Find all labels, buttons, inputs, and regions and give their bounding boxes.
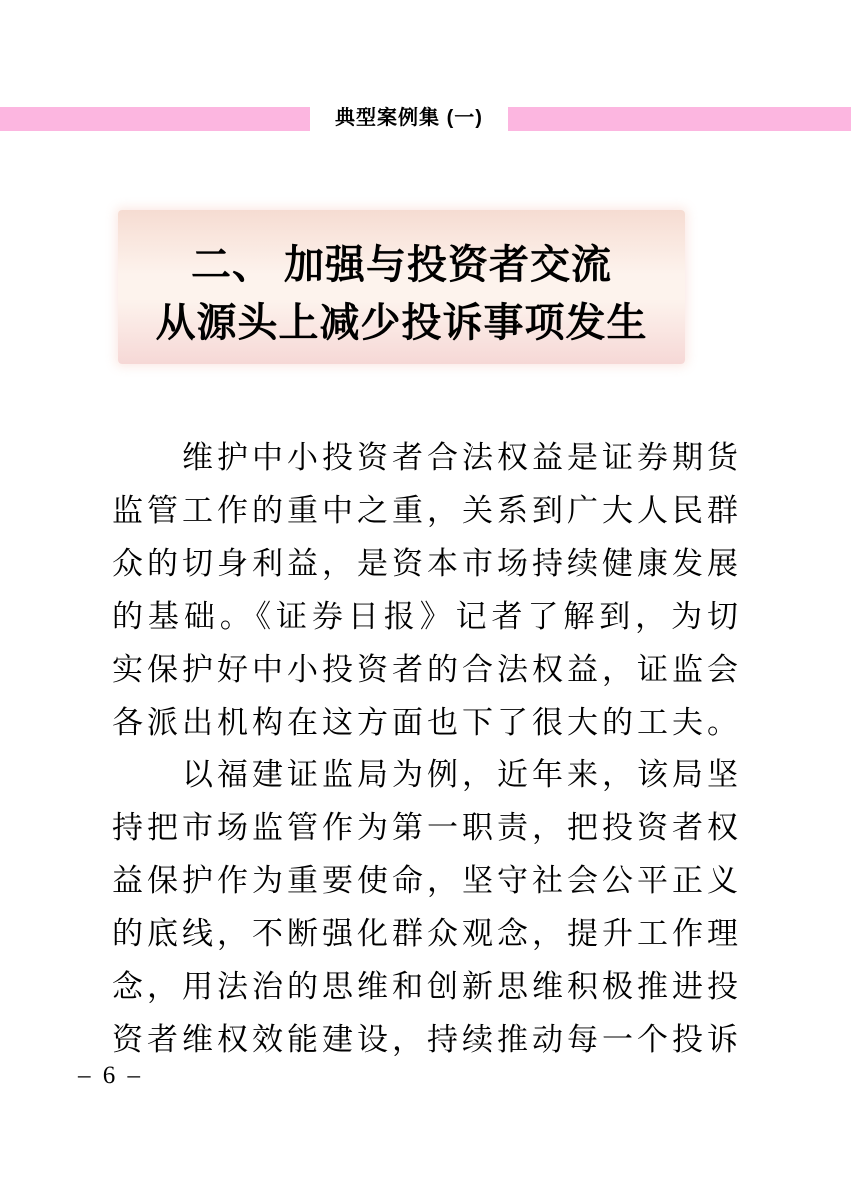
body-line: 众的切身利益，是资本市场持续健康发展 [112,545,742,581]
chapter-title-line-2: 从源头上减少投诉事项发生 [155,300,648,345]
body-line: 各派出机构在这方面也下了很大的工夫。 [112,704,742,740]
body-line: 资者维权效能建设，持续推动每一个投诉 [112,1021,742,1057]
body-line: 持把市场监管作为第一职责，把投资者权 [112,810,742,846]
chapter-title-line-1: 二、 加强与投资者交流 [191,242,612,287]
body-paragraphs [112,432,742,1067]
body-line: 维护中小投资者合法权益是证券期货 [182,440,742,475]
page-number: – 6 – [78,1062,143,1089]
chapter-title-block [118,210,685,364]
body-line: 的底线，不断强化群众观念，提升工作理 [112,916,742,952]
body-line: 念，用法治的思维和创新思维积极推进投 [112,969,742,1005]
body-line: 益保护作为重要使命，坚守社会公平正义 [112,863,742,899]
body-line: 的基础。《证券日报》记者了解到，为切 [112,598,742,634]
running-header-title: 典型案例集 (一) [335,107,483,129]
header-decoration-bar-right [508,107,851,131]
body-line: 监管工作的重中之重，关系到广大人民群 [112,492,742,528]
body-line: 实保护好中小投资者的合法权益，证监会 [112,651,742,687]
header-decoration-bar-left [0,107,310,131]
body-line: 以福建证监局为例，近年来，该局坚 [182,757,742,793]
